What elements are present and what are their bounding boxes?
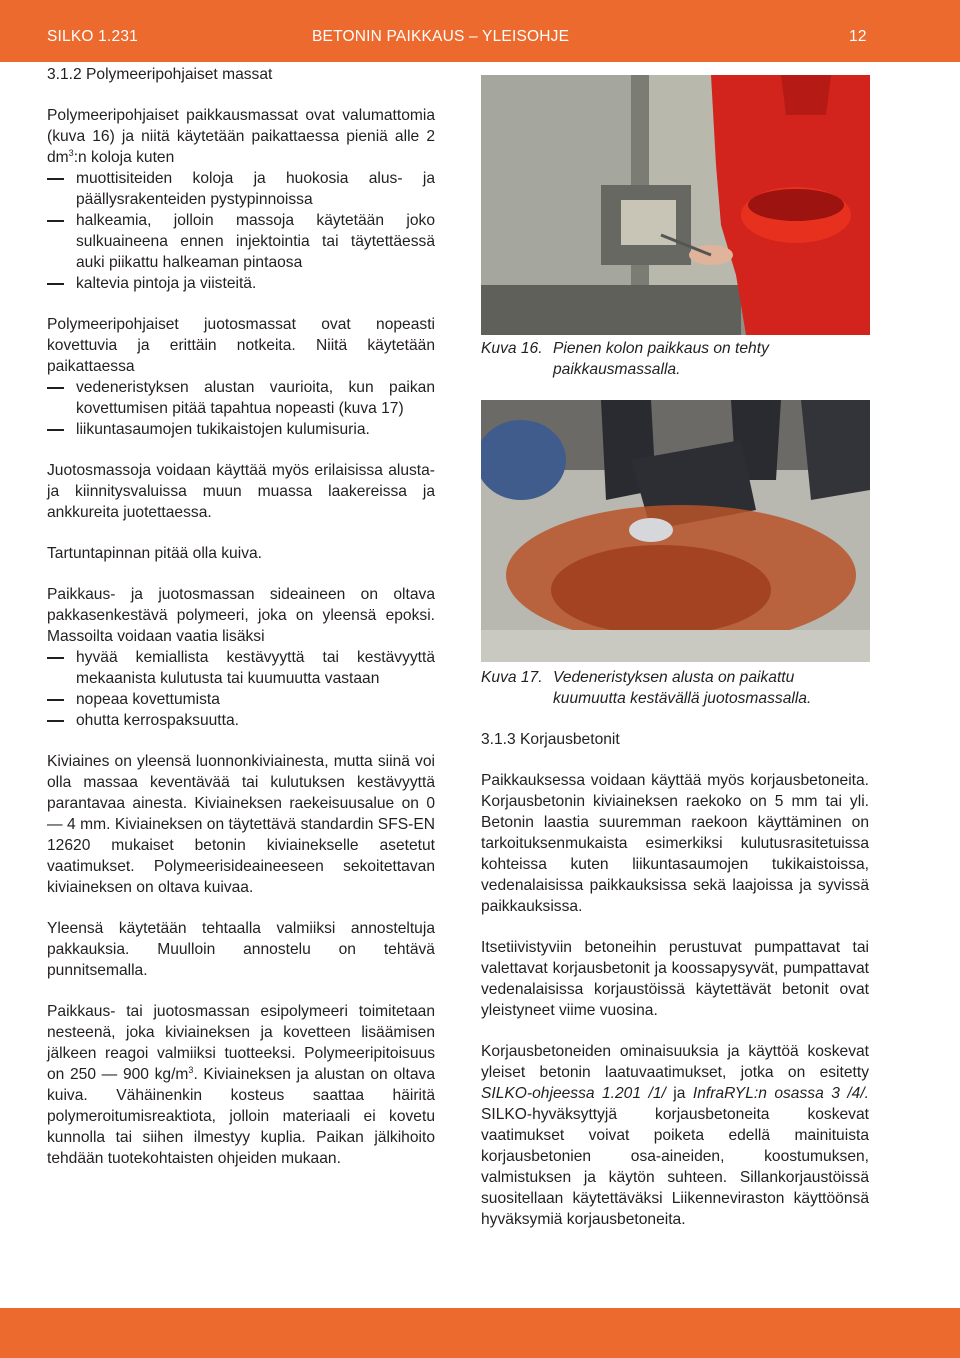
list-item: liikuntasaumojen tukikaistojen kulumisuria. [47,419,435,440]
section-heading-3-1-3: 3.1.3 Korjausbetonit [481,731,620,748]
list-item: kaltevia pintoja ja viisteitä. [47,273,435,294]
korjausbetonit-paragraph-2: Itsetiivistyviin betoneihin perustuvat pumpattavat tai valettavat korjausbetonit ja koossapysyvät, pumpattavat vedenalaisissa korjaustöissä käytettävät betonit ovat yleistyneet viime vuosina. [481,939,869,1019]
sideaine-paragraph: Paikkaus- ja juotosmassan sideaineen on oltava pakkasenkestävä polymeeri, joka on yleensä epoksi. Massoilta voidaan vaatia lisäksi [47,586,435,645]
header-document-code: SILKO 1.231 [47,28,138,45]
juotos-list [47,377,435,440]
photo-column-patching [481,75,870,335]
list-item: nopeaa kovettumista [47,689,435,710]
list-item: halkeamia, jolloin massoja käytetään joko sulkuaineena ennen injektointia tai täytettäessä auki piikattu halkeaman pintaosa [47,210,435,273]
list-item: vedeneristyksen alustan vaurioita, kun paikan kovettumisen pitää tapahtua nopeasti (kuva 17) [47,377,435,419]
list-item: ohutta kerrospaksuutta. [47,710,435,731]
left-column [47,64,435,1169]
reference-infraryl: InfraRYL:n osassa 3 /4/. [692,1085,869,1102]
page-header [0,0,960,62]
reference-silko-ohje: SILKO-ohjeessa 1.201 /1/ [481,1085,666,1102]
figure-16-text: Pienen kolon paikkaus on tehty paikkausmassalla. [553,340,769,378]
korjausbetonit-paragraph-1: Paikkauksessa voidaan käyttää myös korjausbetoneita. Korjausbetonin kiviaineksen raekoko on 5 mm tai yli. Betonin laastia suuremman raekoon käyttäminen on tarkoituksenmukaista esimerkiksi kulutusrasitetuissa kohteissa kuten liikuntasaumojen tukikaistoissa, vedenalaisissa paikkauksissa sekä laajoissa ja syvissä paikkauksissa. [481,772,869,915]
tartuntapinta-paragraph: Tartuntapinnan pitää olla kuiva. [47,545,262,562]
header-page-number: 12 [849,28,867,45]
right-column-lower [481,667,869,1230]
right-column [481,338,869,380]
header-document-title: BETONIN PAIKKAUS – YLEISOHJE [312,28,570,45]
figure-16-label: Kuva 16. [481,340,543,357]
intro-list [47,168,435,294]
figure-17-label: Kuva 17. [481,669,543,686]
list-item: hyvää kemiallista kestävyyttä tai kestävyyttä mekaanista kulutusta tai kuumuutta vastaan [47,647,435,689]
page-footer-bar [0,1308,960,1358]
tehtaalla-paragraph: Yleensä käytetään tehtaalla valmiiksi annosteltuja pakkauksia. Muulloin annostelu on tehtävä punnitsemalla. [47,920,435,979]
photo-floor-sealing [481,400,870,662]
list-item: muottisiteiden koloja ja huokosia alus- ja päällysrakenteiden pystypinnoissa [47,168,435,210]
figure-16-caption [481,338,869,380]
intro-paragraph: Polymeeripohjaiset paikkausmassat ovat valumattomia (kuva 16) ja niitä käytetään paikattaessa pieniä alle 2 $dm^3:n$ koloja kuten [47,107,435,166]
juotosmassoja-paragraph: Juotosmassoja voidaan käyttää myös erilaisissa alusta- ja kiinnitysvaluissa muun muassa laakereissa ja ankkureita juotettaessa. [47,462,435,521]
figure-17-caption [481,667,869,709]
figure-17-text: Vedeneristyksen alusta on paikattu kuumuutta kestävällä juotosmassalla. [553,669,812,707]
korjausbetonit-paragraph-3: Korjausbetoneiden ominaisuuksia ja käyttöä koskevat yleiset betonin laatuvaatimukset, jotka on esitetty SILKO-ohjeessa 1.201 /1/ ja InfraRYL:n osassa 3 /4/. SILKO-hyväksyttyjä korjausbetoneita koskevat vaatimukset voivat poiketa edellä mainituista korjausbetonien osa-aineiden, koostumuksen, valmistuksen ja käytön suhteen. Sillankorjaustöissä suositellaan käytettäväksi Liikenneviraston käyttöönsä hyväksymiä korjausbetoneita. [481,1043,869,1228]
esipolymeeri-paragraph: Paikkaus- tai juotosmassan esipolymeeri toimitetaan nesteenä, joka kiviaineksen ja kovetteen lisäämisen jälkeen reagoi valmiiksi tuotteeksi. Polymeeripitoisuus on 250 — 900 $kg/m^3$. Kiviaineksen ja alustan on oltava kuiva. Vähäinenkin kosteus saattaa häiritä polymeroitumisreaktiota, jolloin materiaali ei kovetu kunnolla tai siihen ilmestyy kuplia. Paikan jälkihoito tehdään tuotekohtaisten ohjeiden mukaan. [47,1003,435,1167]
juotosmassat-paragraph: Polymeeripohjaiset juotosmassat ovat nopeasti kovettuvia ja erittäin notkeita. Niitä käytetään paikattaessa [47,316,435,375]
sideaine-list [47,647,435,731]
kiviaines-paragraph: Kiviaines on yleensä luonnonkiviainesta, mutta siinä voi olla massaa keventävää tai kulutuksen kestävyyttä parantavaa ainesta. Kiviaineksen raekeisuusalue on 0 — 4 mm. Kiviaineksen on täytettävä standardin SFS-EN 12620 mukaiset betonin kiviainekselle asetetut vaatimukset. Polymeerisideaineeseen sekoitettavan kiviaineksen on oltava kuivaa. [47,753,435,896]
section-heading-3-1-2: 3.1.2 Polymeeripohjaiset massat [47,66,273,83]
